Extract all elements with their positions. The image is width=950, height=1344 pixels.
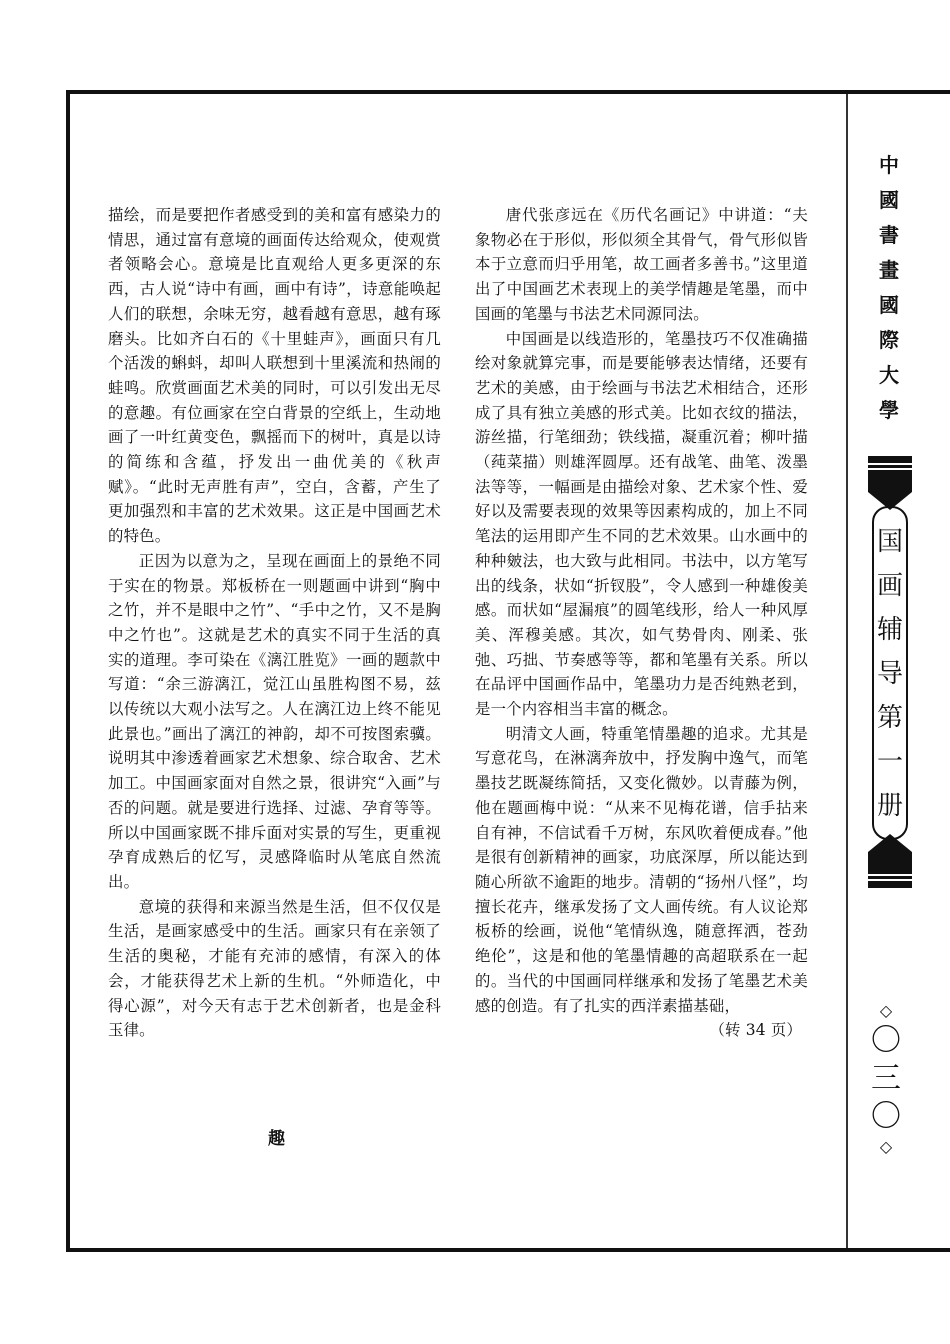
right-text-column: [475, 203, 808, 1043]
left-paragraph-2: 正因为以意为之，呈现在画面上的景绝不同于实在的物景。郑板桥在一则题画中讲到“胸中之竹，并不是眼中之竹”、“手中之竹，又不是胸中之竹也”。这就是艺术的真实不同于生活的真实的道理。李可染在《漓江胜览》一画的题款中写道：“余三游漓江，觉江山虽胜构图不易，兹以传统以大观小法写之。人在漓江边上终不能见此景也。”画出了漓江的神韵，却不可按图索骥。说明其中渗透着画家艺术想象、综合取舍、艺术加工。中国画家面对自然之景，很讲究“入画”与否的问题。就是要进行选择、过滤、孕育等等。所以中国画家既不排斥面对实景的写生，更重视孕育成熟后的忆写，灵感降临时从笔底自然流出。: [108, 551, 441, 891]
book-title-banner: [868, 456, 912, 888]
school-name-vertical: [872, 148, 906, 428]
book-title-char: 画: [876, 571, 903, 601]
book-title-char: 一: [876, 747, 903, 777]
school-name-char: 國: [879, 188, 899, 212]
school-name-char: 際: [879, 328, 899, 352]
school-name-char: 畫: [879, 258, 899, 282]
banner-ornament-top: [868, 470, 912, 510]
book-title-char: 导: [876, 659, 903, 689]
left-paragraph-3: 意境的获得和来源当然是生活，但不仅仅是生活，是画家感受中的生活。画家只有在亲领了生活的奥秘，才能有充沛的感情，有深入的体会，才能获得艺术上新的生机。“外师造化，中得心源”，对今天有志于艺术创新者，也是金科玉律。: [108, 897, 441, 1040]
book-title-vertical: [868, 520, 912, 828]
left-paragraph-1: 描绘，而是要把作者感受到的美和富有感染力的情思，通过富有意境的画面传达给观众，使观赏者领略会心。意境是比直观给人更多更深的东西，古人说“诗中有画，画中有诗”，诗意能唤起人们的联想，余味无穷，越看越有意思，越有琢磨头。比如齐白石的《十里蛙声》，画面只有几个活泼的蝌蚪，却叫人联想到十里溪流和热闹的蛙鸣。欣赏画面艺术美的同时，可以引发出无尽的意趣。有位画家在空白背景的空纸上，生动地画了一叶红黄变色，飘摇而下的树叶，真是以诗的简练和含蕴，抒发出一曲优美的《秋声赋》。“此时无声胜有声”，空白，含蓄，产生了更加强烈和丰富的艺术效果。这正是中国画艺术的特色。: [108, 206, 441, 546]
school-name-char: 中: [879, 153, 899, 177]
diamond-icon: ◇: [879, 1001, 893, 1020]
page-frame-left: [66, 90, 70, 1252]
page-number-digit: 三: [871, 1061, 901, 1096]
page-frame-top: [66, 90, 950, 94]
school-name-char: 大: [879, 363, 899, 387]
book-title-char: 册: [876, 791, 903, 821]
school-name-char: 學: [879, 398, 899, 422]
footer-character: 趣: [268, 1129, 285, 1149]
continued-note: （转 34 页）: [709, 1021, 802, 1040]
page-number-digit: 〇: [871, 1023, 901, 1058]
banner-bar-bottom: [868, 881, 912, 888]
book-title-char: 辅: [876, 615, 903, 645]
page-number-vertical: [866, 1000, 906, 1158]
left-text-column: [108, 203, 441, 1043]
page-number-digit: 〇: [871, 1099, 901, 1134]
banner-ornament-bottom: [868, 834, 912, 874]
school-name-char: 書: [879, 223, 899, 247]
right-paragraph-1: 唐代张彦远在《历代名画记》中讲道：“夫象物必在于形似，形似须全其骨气，骨气形似皆本于立意而归乎用笔，故工画者多善书。”这里道出了中国画艺术表现上的美学情趣是笔墨，而中国画的笔墨与书法艺术同源同法。: [475, 206, 808, 323]
sidebar-divider: [846, 94, 848, 1248]
school-name-char: 國: [879, 293, 899, 317]
right-paragraph-3: 明清文人画，特重笔情墨趣的追求。尤其是写意花鸟，在淋漓奔放中，抒发胸中逸气，而笔墨技艺既凝练简括，又变化微妙。以青藤为例，他在题画梅中说：“从来不见梅花谱，信手拈来自有神，不信试看千万树，东风吹着便成春。”他是很有创新精神的画家，功底深厚，所以能达到随心所欲不逾距的地步。清朝的“扬州八怪”，均擅长花卉，继承发扬了文人画传统。有人议论郑板桥的绘画，说他“笔情纵逸，随意挥洒，苍劲绝伦”，这是和他的笔墨情趣的高超联系在一起的。当代的中国画同样继承和发扬了笔墨艺术美感的创造。有了扎实的西洋素描基础，: [475, 724, 808, 1015]
page-frame-bottom: [66, 1248, 950, 1252]
book-title-char: 第: [876, 703, 903, 733]
right-paragraph-2: 中国画是以线造形的，笔墨技巧不仅准确描绘对象就算完事，而是要能够表达情绪，还要有艺术的美感，由于绘画与书法艺术相结合，还形成了具有独立美感的形式美。比如衣纹的描法，游丝描，行笔细劲；铁线描，凝重沉着；柳叶描（莼菜描）则雄浑圆厚。还有战笔、曲笔、泼墨法等等，一幅画是由描绘对象、艺术家个性、爱好以及需要表现的效果等因素构成的，加上不同笔法的运用即产生不同的艺术效果。山水画中的种种皴法，也大致与此相同。书法中，以方笔写出的线条，状如“折钗股”，令人感到一种雄俊美感。而状如“屋漏痕”的圆笔线形，给人一种风厚美、浑穆美感。其次，如气势骨肉、刚柔、张弛、巧拙、节奏感等等，都和笔墨有关系。所以在品评中国画作品中，笔墨功力是否纯熟老到，是一个内容相当丰富的概念。: [475, 329, 808, 719]
book-title-char: 国: [876, 527, 903, 557]
page-number-digits: [866, 1022, 906, 1136]
banner-bar-bottom-thin: [868, 876, 912, 879]
diamond-icon: ◇: [879, 1137, 893, 1156]
banner-bar-top-thin: [868, 465, 912, 468]
banner-bar-top: [868, 456, 912, 463]
